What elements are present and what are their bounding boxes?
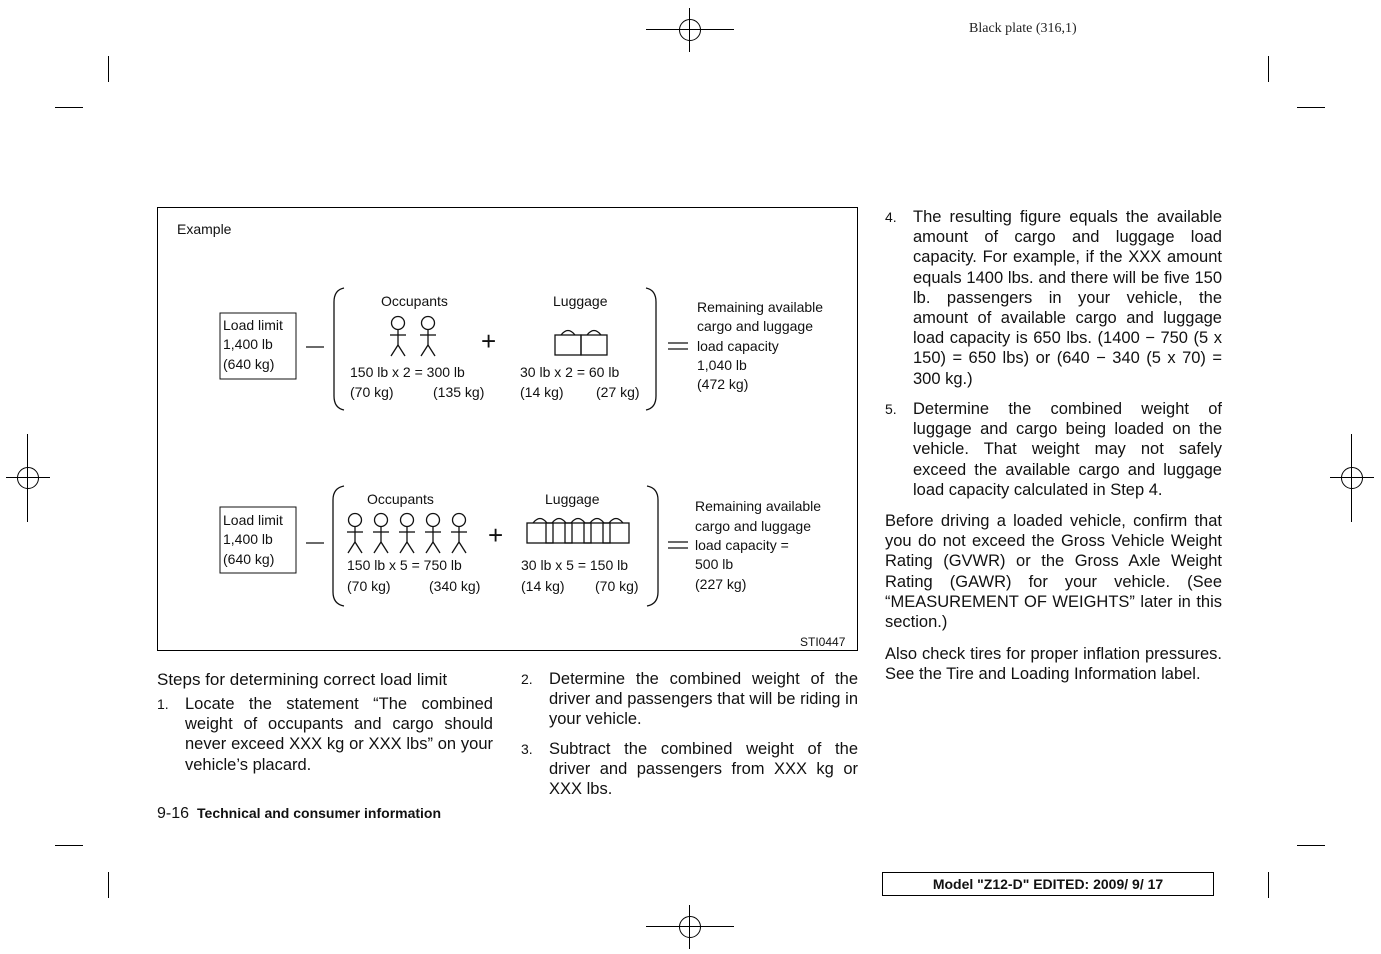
step-number: 3. [521, 741, 533, 757]
step-number: 1. [157, 696, 169, 712]
occupant-calculation: 150 lb x 5 = 750 lb [347, 557, 462, 573]
plus-sign: + [481, 326, 497, 356]
figure-label: Example [177, 221, 232, 237]
occupant-calculation: 150 lb x 2 = 300 lb [350, 364, 465, 380]
page-number: 9-16 [157, 805, 190, 822]
remaining-line: Remaining available [697, 299, 824, 315]
step-text: Locate the statement “The combined weight of occupants and cargo should never exceed XXX kg or XXX lbs” on your vehicle’s placard. [185, 695, 493, 774]
luggage-total-kg: (70 kg) [595, 578, 639, 594]
occupant-kg: (70 kg) [347, 578, 391, 594]
load-limit-line: Load limit [223, 317, 283, 333]
load-limit-line: 1,400 lb [223, 531, 273, 547]
remaining-line: cargo and luggage [695, 518, 811, 534]
page-footer [157, 805, 441, 823]
gvwr-paragraph: Before driving a loaded vehicle, confirm that you do not exceed the Gross Vehicle Weight Rating (GVWR) or the Gross Axle Weight Rating (GAWR) for your vehicle. (See “MEASUREMENT OF WEIGHTS” later in this section.) [885, 512, 1222, 632]
step-text: Subtract the combined weight of the driver and passengers from XXX kg or XXX lbs. [549, 740, 858, 799]
step-text: Determine the combined weight of luggage and cargo being loaded on the vehicle. That weight may not safely exceed the available cargo and luggage load capacity calculated in Step 4. [913, 400, 1222, 499]
step-number: 5. [885, 401, 897, 417]
load-limit-line: 1,400 lb [223, 336, 273, 352]
remaining-line: (472 kg) [697, 376, 749, 392]
step-number: 2. [521, 671, 533, 687]
luggage-label: Luggage [545, 491, 600, 507]
remaining-line: 1,040 lb [697, 357, 747, 373]
example-row-1 [220, 288, 823, 410]
load-limit-line: Load limit [223, 512, 283, 528]
luggage-label: Luggage [553, 293, 608, 309]
plus-sign: + [488, 520, 504, 550]
occupant-total-kg: (135 kg) [433, 384, 485, 400]
remaining-line: load capacity = [695, 537, 789, 553]
plate-label: Black plate (316,1) [969, 21, 1077, 36]
luggage-kg: (14 kg) [520, 384, 564, 400]
luggage-total-kg: (27 kg) [596, 384, 640, 400]
load-limit-line: (640 kg) [223, 551, 275, 567]
load-example-figure [157, 207, 858, 651]
remaining-line: load capacity [697, 338, 779, 354]
occupants-label: Occupants [381, 293, 448, 309]
steps-heading: Steps for determining correct load limit [157, 670, 448, 689]
luggage-calculation: 30 lb x 5 = 150 lb [521, 557, 629, 573]
remaining-line: cargo and luggage [697, 318, 813, 334]
occupants-label: Occupants [367, 491, 434, 507]
step-text: Determine the combined weight of the driver and passengers that will be riding in your vehicle. [549, 670, 858, 729]
example-row-2 [220, 486, 821, 606]
load-limit-line: (640 kg) [223, 356, 275, 372]
remaining-line: (227 kg) [695, 576, 747, 592]
figure-code: STI0447 [800, 635, 846, 649]
remaining-line: Remaining available [695, 498, 822, 514]
step-text: The resulting figure equals the available amount of cargo and luggage load capacity. For example, if the XXX amount equals 1400 lbs. and there will be five 150 lb. passengers in your vehicle, the amount of available cargo and luggage load capacity is 650 lbs. (1400 − 750 (5 x 150) = 650 lbs) or (640 − 340 (5 x 70) = 300 kg.) [913, 208, 1222, 388]
occupant-kg: (70 kg) [350, 384, 394, 400]
step-number: 4. [885, 209, 897, 225]
inflation-paragraph: Also check tires for proper inflation pressures. See the Tire and Loading Information label. [885, 645, 1222, 684]
model-edited-box: Model "Z12-D" EDITED: 2009/ 9/ 17 [882, 872, 1214, 896]
luggage-calculation: 30 lb x 2 = 60 lb [520, 364, 620, 380]
remaining-line: 500 lb [695, 556, 734, 572]
occupant-total-kg: (340 kg) [429, 578, 481, 594]
section-title: Technical and consumer information [197, 805, 442, 821]
luggage-kg: (14 kg) [521, 578, 565, 594]
